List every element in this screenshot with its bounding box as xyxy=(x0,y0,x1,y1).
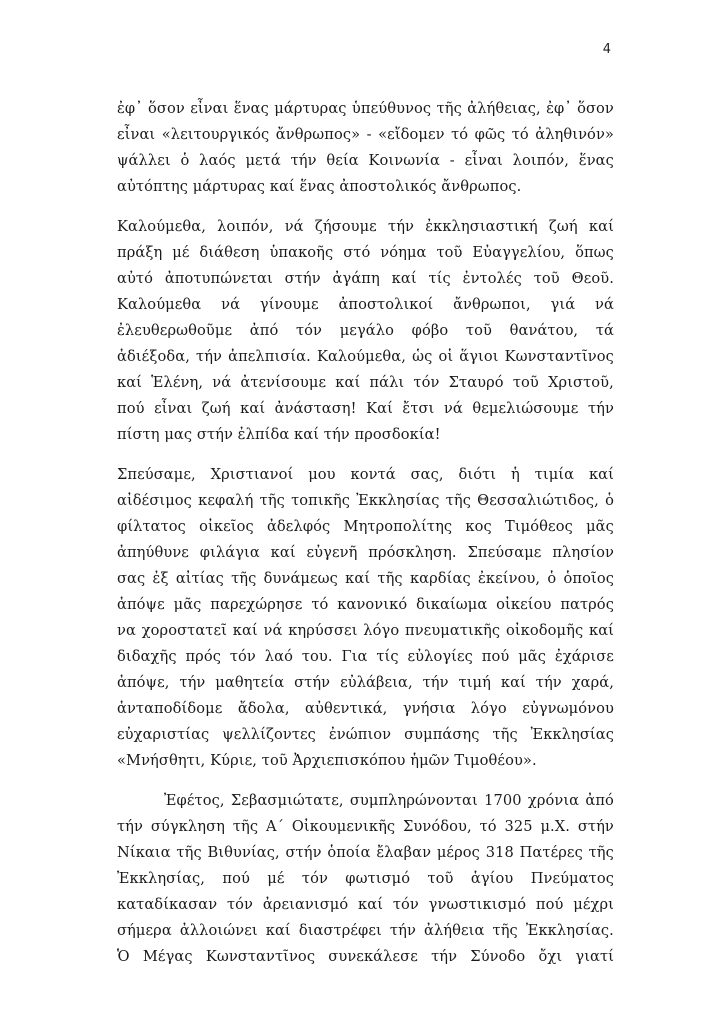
word: ἄδολα, xyxy=(237,700,290,717)
word: Κοινωνία xyxy=(368,152,440,169)
word: τά xyxy=(595,322,614,339)
word: πρός xyxy=(185,648,221,665)
word: ὅπως xyxy=(575,244,614,261)
word: ἀποστολικοί xyxy=(338,296,434,313)
text-line: αὐτόπτης μάρτυρας καί ἕνας ἀποστολικός ἄνθρωπος. xyxy=(117,178,522,195)
word: μετά xyxy=(245,152,281,169)
word: καί xyxy=(358,896,384,913)
word: ἄνθρωπος» xyxy=(275,126,361,143)
word: τοῦ xyxy=(465,322,492,339)
word: εὐγενῆ xyxy=(306,544,358,561)
word: ἕνας xyxy=(233,100,269,117)
text-line xyxy=(117,122,614,148)
word: τιμή xyxy=(458,674,491,691)
word: Πνεύματος xyxy=(530,870,614,887)
word: τῆς xyxy=(588,844,614,861)
word: ὅσον xyxy=(148,100,185,117)
word: ἔτσι xyxy=(402,400,435,417)
word: Συνόδου, xyxy=(403,818,472,835)
word: γνήσια xyxy=(402,700,456,717)
paragraph-4 xyxy=(117,788,614,970)
word: στήν xyxy=(285,844,322,861)
word: χρόνια xyxy=(527,792,580,809)
word: ἀπό xyxy=(249,322,279,339)
word: μάρτυρας xyxy=(274,100,347,117)
word: του. xyxy=(301,648,333,665)
word: ἔλαβαν xyxy=(376,844,432,861)
word: τήν xyxy=(196,348,223,365)
word: τῆς xyxy=(492,922,518,939)
word: μᾶς xyxy=(173,596,202,613)
word: Ἐκκλησίας xyxy=(530,726,614,743)
word: Ἑλένη, xyxy=(151,374,204,391)
word: πλησίον xyxy=(552,544,614,561)
word: φόβο xyxy=(411,322,449,339)
word: πράξη xyxy=(117,244,163,261)
word: ζήσουμε xyxy=(314,218,377,235)
word: ὑπεύθυνος xyxy=(351,100,432,117)
word: Εὐαγγελίου, xyxy=(472,244,566,261)
word: παρεχώρησε xyxy=(210,596,303,613)
word: τόν xyxy=(229,648,256,665)
word: ἐκκλησιαστική xyxy=(425,218,538,235)
word: νά xyxy=(284,218,304,235)
word: «εἴδομεν xyxy=(378,126,445,143)
word: τό xyxy=(511,126,529,143)
word: φίλτατος xyxy=(117,518,186,535)
word: λόγο xyxy=(363,622,400,639)
word: σας xyxy=(117,570,146,587)
word: ἐλευθερωθοῦμε xyxy=(117,322,233,339)
word: τόν xyxy=(226,896,254,913)
word: ἀλήθειας, xyxy=(467,100,541,117)
text-line xyxy=(117,318,614,344)
text-line xyxy=(117,592,614,618)
text-line xyxy=(117,918,614,944)
word: χοροστατεῖ xyxy=(141,622,227,639)
word: εὐλογίες xyxy=(407,648,473,665)
word: ἀδιέξοδα, xyxy=(117,348,190,365)
word: Σύνοδο xyxy=(470,948,526,965)
word: πάλι xyxy=(369,374,405,391)
word: ἐφ᾽ xyxy=(117,100,143,117)
word: στό xyxy=(343,244,371,261)
word: λαός xyxy=(199,152,236,169)
word: Ὁ xyxy=(117,948,130,965)
word: ἀγάπη xyxy=(332,270,380,287)
word: ὁποία xyxy=(327,844,371,861)
word: οἰκεῖος xyxy=(199,518,254,535)
word: κος xyxy=(465,518,492,535)
word: καί xyxy=(270,544,296,561)
word: τήν xyxy=(389,922,416,939)
word: τῆς xyxy=(436,100,462,117)
word: ὁ xyxy=(180,152,190,169)
word: τόν xyxy=(392,896,419,913)
word: ἀλλοιώνει xyxy=(179,922,258,939)
word: ἐξ xyxy=(152,570,169,587)
text-line xyxy=(117,618,614,644)
text-line: πίστη μας στήν ἐλπίδα καί τήν προσδοκία! xyxy=(117,426,441,443)
word: ἀπόψε xyxy=(117,596,165,613)
word: αἰδέσιμος xyxy=(117,492,192,509)
word: μέρος xyxy=(436,844,480,861)
word: οἰκοδομῆς xyxy=(505,622,584,639)
word: γιά xyxy=(550,296,576,313)
word: τῆς xyxy=(445,492,471,509)
text-line xyxy=(117,840,614,866)
word: Καί xyxy=(366,400,393,417)
text-line xyxy=(117,462,614,488)
word: πού xyxy=(222,870,250,887)
word: τήν xyxy=(179,674,206,691)
text-line xyxy=(117,514,614,540)
word: ἀπό xyxy=(585,792,614,809)
text-line xyxy=(117,266,614,292)
word: Α΄ xyxy=(265,818,285,835)
word: ὄχι xyxy=(538,948,563,965)
word: στήν xyxy=(577,818,614,835)
word: 325 xyxy=(504,818,533,835)
page-number: 4 xyxy=(602,42,611,57)
word: «λειτουργικός xyxy=(161,126,270,143)
text-line xyxy=(117,214,614,240)
word: τήν xyxy=(290,152,317,169)
word: ἀρειανισμό xyxy=(262,896,349,913)
word: αἰτίας xyxy=(175,570,224,587)
word: ζωή xyxy=(201,400,231,417)
word: ἀποτυπώνεται xyxy=(164,270,273,287)
word: καί xyxy=(345,570,371,587)
word: τῆς xyxy=(259,492,285,509)
word: ὅσον xyxy=(577,100,614,117)
word: εἶναι xyxy=(117,126,156,143)
word: λοιπόν, xyxy=(512,152,569,169)
word: αὐτό xyxy=(117,270,153,287)
word: ἐχάρισε xyxy=(554,648,614,665)
word: ἀπελπισία. xyxy=(228,348,311,365)
word: Σπεύσαμε, xyxy=(117,466,196,483)
word: καί xyxy=(265,922,291,939)
word: πού xyxy=(481,648,510,665)
body-text xyxy=(117,96,614,984)
word: Καλούμεθα, xyxy=(316,348,406,365)
word: εὐλάβεια, xyxy=(340,674,413,691)
text-line xyxy=(117,644,614,670)
text-line xyxy=(117,814,614,840)
text-line xyxy=(117,788,614,814)
word: Καλούμεθα, xyxy=(117,218,206,235)
word: ἀλήθεια xyxy=(423,922,485,939)
word: μου xyxy=(308,466,336,483)
word: λαό xyxy=(264,648,293,665)
word: τήν xyxy=(422,674,449,691)
word: Καλούμεθα xyxy=(117,296,202,313)
word: καί xyxy=(589,622,614,639)
word: εἶναι xyxy=(190,100,229,117)
word: πατρός xyxy=(560,596,614,613)
word: συμπάσης xyxy=(404,726,480,743)
word: - xyxy=(366,126,372,143)
word: στήν xyxy=(294,674,331,691)
word: Ἐκκλησίας xyxy=(356,492,440,509)
word: Χριστοῦ, xyxy=(548,374,614,391)
word: Κωνσταντῖνος xyxy=(504,348,614,365)
word: κοντά xyxy=(350,466,396,483)
word: τήν xyxy=(117,818,143,835)
paragraph-3 xyxy=(117,462,614,774)
word: μέ xyxy=(172,244,190,261)
word: τῆς xyxy=(377,570,403,587)
word: καί xyxy=(588,466,614,483)
word: θανάτου, xyxy=(509,322,579,339)
paragraph-2 xyxy=(117,214,614,448)
word: τήν xyxy=(535,674,562,691)
word: ἐφ᾽ xyxy=(546,100,572,117)
word: καί xyxy=(117,374,142,391)
word: εἶναι xyxy=(464,152,503,169)
word: θεία xyxy=(326,152,359,169)
word: 318 xyxy=(485,844,514,861)
word: Θεοῦ. xyxy=(571,270,614,287)
word: ὁ xyxy=(605,492,614,509)
word: διότι xyxy=(458,466,497,483)
word: Πατέρες xyxy=(519,844,583,861)
word: τοῦ xyxy=(427,870,454,887)
word: 1700 xyxy=(484,792,522,809)
word: καί xyxy=(588,218,614,235)
text-line xyxy=(117,396,614,422)
word: Για xyxy=(341,648,368,665)
text-line: «Μνήσθητι, Κύριε, τοῦ Ἀρχιεπισκόπου ἡμῶν Τιμοθέου». xyxy=(117,752,537,769)
word: ἐντολές xyxy=(462,270,522,287)
word: νόημα xyxy=(380,244,427,261)
word: πρόσκληση. xyxy=(368,544,457,561)
text-line xyxy=(117,566,614,592)
word: Ἐφέτος, xyxy=(164,792,225,809)
word: Βιθυνίας, xyxy=(207,844,280,861)
word: ἐκείνου, xyxy=(477,570,541,587)
word: τιμία xyxy=(534,466,575,483)
word: ἀνταποδίδομε xyxy=(117,700,223,717)
word: ἀνάσταση! xyxy=(274,400,357,417)
word: ψάλλει xyxy=(117,152,171,169)
word: μεγάλο xyxy=(339,322,394,339)
word: δυνάμεως xyxy=(263,570,338,587)
word: τήν xyxy=(587,400,614,417)
word: Μητροπολίτης xyxy=(343,518,453,535)
word: τόν xyxy=(413,374,440,391)
word: ζωή xyxy=(548,218,578,235)
text-line xyxy=(117,148,614,174)
word: Θεσσαλιώτιδος, xyxy=(477,492,599,509)
word: μαθητεία xyxy=(215,674,285,691)
word: φῶς xyxy=(474,126,506,143)
word: ἄνθρωποι, xyxy=(453,296,531,313)
word: καί xyxy=(500,674,526,691)
word: φιλάγια xyxy=(199,544,260,561)
word: Οἰκουμενικῆς xyxy=(291,818,396,835)
word: καταδίκασαν xyxy=(117,896,218,913)
word: οἱ xyxy=(438,348,454,365)
word: καί xyxy=(335,374,361,391)
text-line xyxy=(117,722,614,748)
word: Σεβασμιώτατε, xyxy=(230,792,344,809)
word: γνωστικισμό xyxy=(428,896,527,913)
word: ἅγιοι xyxy=(459,348,499,365)
word: οἰκείου xyxy=(496,596,552,613)
word: δικαίωμα xyxy=(416,596,488,613)
word: - xyxy=(449,152,455,169)
word: καί xyxy=(391,270,417,287)
word: Ἐκκλησίας. xyxy=(525,922,614,939)
text-line xyxy=(117,344,614,370)
text-line xyxy=(117,866,614,892)
word: σήμερα xyxy=(117,922,172,939)
text-line xyxy=(117,670,614,696)
word: σύγκληση xyxy=(150,818,226,835)
word: τῆς xyxy=(231,570,257,587)
word: νά xyxy=(212,374,232,391)
word: τοῦ xyxy=(512,374,539,391)
word: Νίκαια xyxy=(117,844,171,861)
word: ὡς xyxy=(412,348,433,365)
word: καρδίας xyxy=(409,570,471,587)
word: συμπληρώνονται xyxy=(349,792,478,809)
word: συνεκάλεσε xyxy=(328,948,418,965)
word: ἀπόψε, xyxy=(117,674,170,691)
paragraph-1 xyxy=(117,96,614,200)
word: στήν xyxy=(284,270,321,287)
word: λοιπόν, xyxy=(217,218,274,235)
word: μᾶς xyxy=(518,648,547,665)
word: ὁ xyxy=(547,570,557,587)
word: τόν xyxy=(301,870,328,887)
word: κηρύσσει xyxy=(288,622,358,639)
word: Χριστιανοί xyxy=(210,466,294,483)
word: τό xyxy=(311,596,329,613)
word: τήν xyxy=(431,948,458,965)
text-line xyxy=(117,540,614,566)
word: Σπεύσαμε xyxy=(467,544,542,561)
word: ὁποῖος xyxy=(563,570,614,587)
word: τοῦ xyxy=(436,244,463,261)
word: τοῦ xyxy=(533,270,560,287)
word: πνευματικῆς xyxy=(405,622,501,639)
word: τίς xyxy=(428,270,451,287)
word: Μέγας xyxy=(142,948,193,965)
word: μᾶς xyxy=(586,518,614,535)
word: γίνουμε xyxy=(259,296,319,313)
word: τῆς xyxy=(232,818,259,835)
word: Ἐκκλησίας, xyxy=(117,870,206,887)
word: διδαχῆς xyxy=(117,648,177,665)
word: κανονικό xyxy=(337,596,408,613)
word: ἀπηύθυνε xyxy=(117,544,189,561)
word: εἶναι xyxy=(154,400,193,417)
word: γιατί xyxy=(575,948,614,965)
word: διαστρέφει xyxy=(298,922,382,939)
word: Τιμόθεος xyxy=(505,518,573,535)
word: να xyxy=(117,622,136,639)
word: νά xyxy=(221,296,241,313)
word: πού xyxy=(117,400,145,417)
text-line xyxy=(117,488,614,514)
word: ἀληθινόν» xyxy=(535,126,614,143)
word: τίς xyxy=(376,648,399,665)
word: τῆς xyxy=(492,726,518,743)
word: ἡ xyxy=(510,466,520,483)
word: ἐνώπιον xyxy=(328,726,392,743)
text-line xyxy=(117,96,614,122)
word: τόν xyxy=(296,322,323,339)
word: σας, xyxy=(410,466,444,483)
word: φωτισμό xyxy=(345,870,411,887)
word: ἀδελφός xyxy=(266,518,331,535)
word: πού xyxy=(535,896,564,913)
word: διάθεση xyxy=(199,244,260,261)
text-line xyxy=(117,292,614,318)
word: τό xyxy=(479,818,497,835)
word: ἀτενίσουμε xyxy=(240,374,327,391)
word: καί xyxy=(240,400,266,417)
word: τό xyxy=(451,126,469,143)
word: εὐγνωμόνου xyxy=(522,700,614,717)
word: τῆς xyxy=(176,844,202,861)
text-line xyxy=(117,944,614,970)
word: νά xyxy=(443,400,463,417)
text-line xyxy=(117,370,614,396)
text-line xyxy=(117,240,614,266)
word: εὐχαριστίας xyxy=(117,726,210,743)
word: τοπικῆς xyxy=(291,492,351,509)
text-line xyxy=(117,892,614,918)
word: ὑπακοῆς xyxy=(269,244,334,261)
word: χαρά, xyxy=(571,674,614,691)
word: τήν xyxy=(388,218,415,235)
word: Κωνσταντῖνος xyxy=(205,948,316,965)
word: αὐθεντικά, xyxy=(305,700,388,717)
word: νά xyxy=(595,296,614,313)
word: μέχρι xyxy=(573,896,614,913)
word: μέ xyxy=(267,870,285,887)
word: κεφαλή xyxy=(198,492,254,509)
word: καί xyxy=(232,622,258,639)
word: ἕνας xyxy=(578,152,614,169)
word: μ.Χ. xyxy=(540,818,571,835)
word: νά xyxy=(263,622,283,639)
word: Σταυρό xyxy=(448,374,504,391)
word: λόγο xyxy=(470,700,507,717)
word: ἁγίου xyxy=(470,870,514,887)
word: θεμελιώσουμε xyxy=(472,400,579,417)
word: ψελλίζοντες xyxy=(222,726,316,743)
text-line xyxy=(117,696,614,722)
